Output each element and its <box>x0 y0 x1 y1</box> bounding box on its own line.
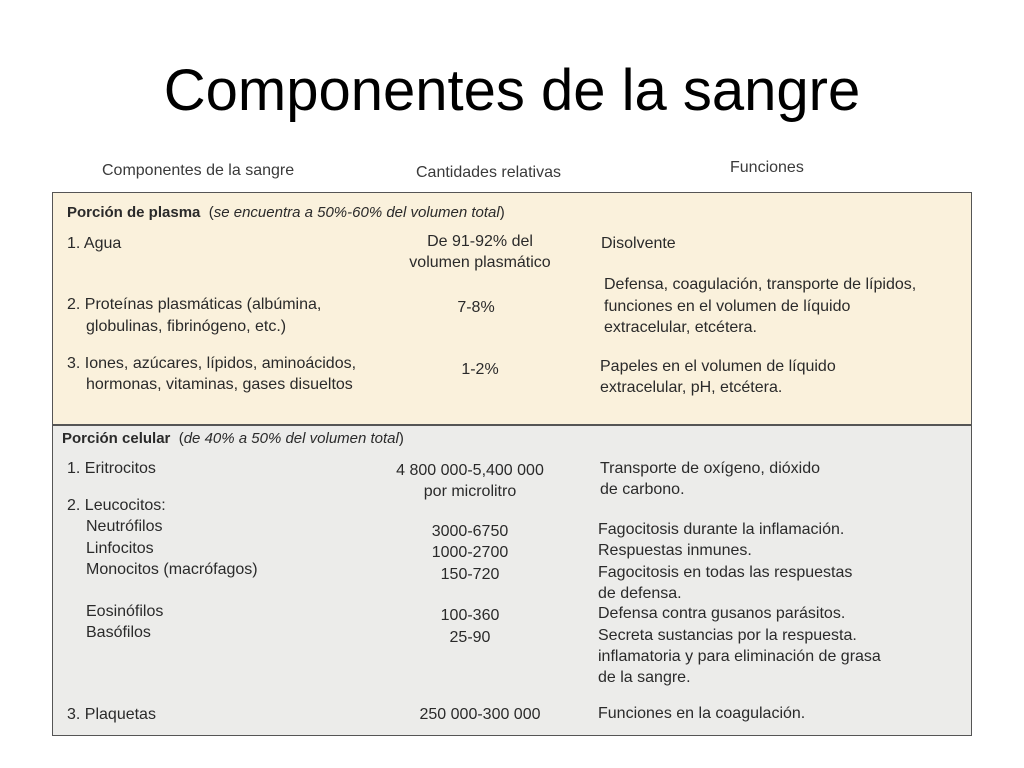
plasma-row-2-component-line-1: 2. Proteínas plasmáticas (albúmina, <box>67 296 322 313</box>
basophils-function-line-1: Secreta sustancias por la respuesta. <box>598 627 857 644</box>
plasma-row-2-amount: 7-8% <box>457 299 495 316</box>
lymphocytes-amount: 1000-2700 <box>431 544 509 561</box>
erythrocytes-function-line-2: de carbono. <box>600 481 685 498</box>
header-components: Componentes de la sangre <box>102 162 295 179</box>
erythrocytes-amount-line-2: por microlitro <box>423 483 517 500</box>
erythrocytes-function-line-1: Transporte de oxígeno, dióxido <box>600 460 820 477</box>
monocytes-name: Monocitos (macrófagos) <box>86 561 258 578</box>
plasma-row-3-component-line-1: 3. Iones, azúcares, lípidos, aminoácidos, <box>67 355 357 372</box>
plasma-row-2-function-line-3: extracelular, etcétera. <box>604 319 757 336</box>
plasma-row-3-component-line-2: hormonas, vitaminas, gases disueltos <box>86 376 353 393</box>
monocytes-function-line-2: de defensa. <box>598 585 682 602</box>
plasma-row-2-component-line-2: globulinas, fibrinógeno, etc.) <box>86 318 287 335</box>
plasma-row-1-component: 1. Agua <box>67 235 122 252</box>
monocytes-amount: 150-720 <box>440 566 500 583</box>
plasma-row-1-amount-line-1: De 91-92% del <box>427 233 533 250</box>
cellular-section-title: Porción celular (de 40% a 50% del volumen total) <box>62 430 404 447</box>
lymphocytes-function: Respuestas inmunes. <box>598 542 752 559</box>
plasma-row-1-amount-line-2: volumen plasmático <box>409 254 551 271</box>
plasma-row-3-function-line-1: Papeles en el volumen de líquido <box>600 358 836 375</box>
neutrophils-function: Fagocitosis durante la inflamación. <box>598 521 845 538</box>
eosinophils-name: Eosinófilos <box>86 603 164 620</box>
eosinophils-function: Defensa contra gusanos parásitos. <box>598 605 846 622</box>
monocytes-function-line-1: Fagocitosis en todas las respuestas <box>598 564 853 581</box>
plasma-section-title: Porción de plasma (se encuentra a 50%-60% del volumen total) <box>67 204 505 221</box>
plasma-row-1-function: Disolvente <box>601 235 676 252</box>
slide-title: Componentes de la sangre <box>163 58 861 123</box>
leukocytes-label: 2. Leucocitos: <box>67 497 166 514</box>
platelets-amount: 250 000-300 000 <box>419 706 541 723</box>
platelets-component: 3. Plaquetas <box>67 706 156 723</box>
neutrophils-amount: 3000-6750 <box>431 523 509 540</box>
basophils-function-line-3: de la sangre. <box>598 669 691 686</box>
plasma-row-2-function-line-1: Defensa, coagulación, transporte de lípidos, <box>604 276 917 293</box>
header-amounts: Cantidades relativas <box>416 164 561 181</box>
basophils-name: Basófilos <box>86 624 151 641</box>
erythrocytes-amount-line-1: 4 800 000-5,400 000 <box>396 462 544 479</box>
eosinophils-amount: 100-360 <box>440 607 500 624</box>
neutrophils-name: Neutrófilos <box>86 518 163 535</box>
plasma-row-3-function-line-2: extracelular, pH, etcétera. <box>600 379 783 396</box>
lymphocytes-name: Linfocitos <box>86 540 154 557</box>
plasma-row-3-amount: 1-2% <box>461 361 499 378</box>
basophils-amount: 25-90 <box>449 629 491 646</box>
platelets-function: Funciones en la coagulación. <box>598 705 806 722</box>
erythrocytes-component: 1. Eritrocitos <box>67 460 156 477</box>
basophils-function-line-2: inflamatoria y para eliminación de grasa <box>598 648 881 665</box>
plasma-row-2-function-line-2: funciones en el volumen de líquido <box>604 298 851 315</box>
header-functions: Funciones <box>730 159 804 176</box>
